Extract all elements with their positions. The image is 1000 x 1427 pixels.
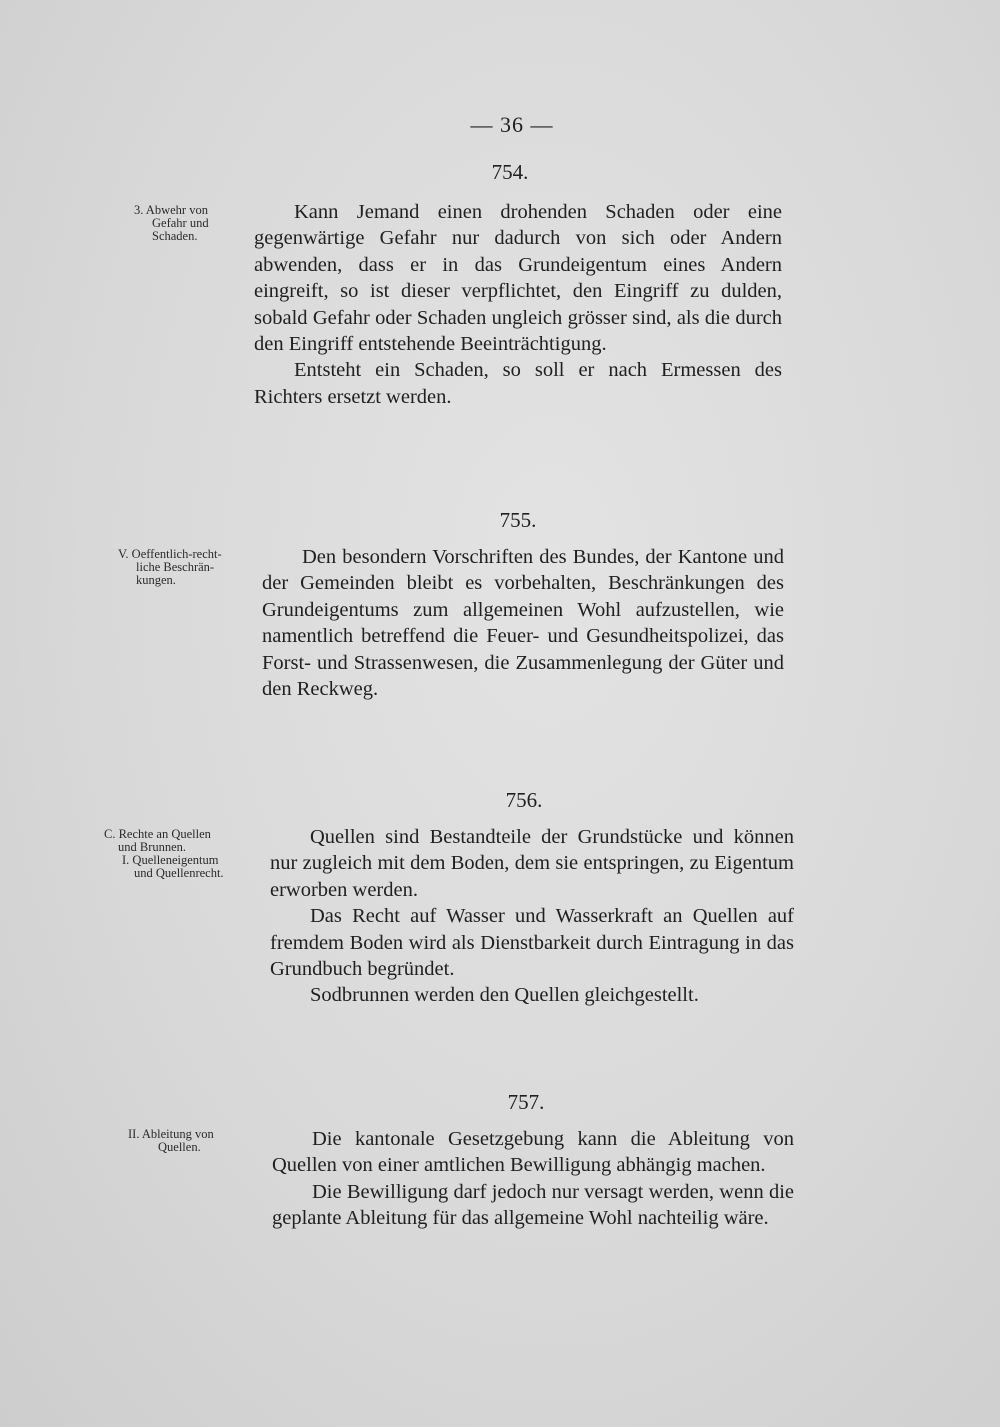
margin-note-line: I. Quelleneigentum: [122, 853, 219, 867]
margin-note-line: und Brunnen.: [118, 840, 187, 854]
article-number-757: 757.: [507, 1090, 545, 1114]
margin-note-line: V. Oeffentlich-recht-: [118, 547, 222, 561]
margin-note-line: kungen.: [136, 573, 176, 587]
article-text-756: [270, 824, 794, 1009]
margin-note-756: [104, 828, 224, 880]
margin-note-line: Schaden.: [152, 229, 198, 243]
margin-note-line: II. Ableitung von: [128, 1127, 214, 1141]
article-text-757: [272, 1126, 794, 1232]
paragraph: Entsteht ein Schaden, so soll er nach Ermessen des Richters ersetzt werden.: [254, 359, 782, 408]
paragraph: Das Recht auf Wasser und Wasserkraft an Quellen auf fremdem Boden wird als Dienstbarkeit durch Eintragung in das Grundbuch begründet.: [270, 905, 794, 981]
article-text-755: [262, 544, 784, 702]
paragraph: Die Bewilligung darf jedoch nur versagt werden, wenn die geplante Ableitung für das allgemeine Wohl nachteilig wäre.: [272, 1180, 794, 1230]
paragraph: Sodbrunnen werden den Quellen gleichgestellt.: [310, 984, 699, 1007]
paragraph: Den besondern Vorschriften des Bundes, der Kantone und der Gemeinden bleibt es vorbehalten, Beschränkungen des Grundeigentums zum allgemeinen Wohl aufzustellen, wie namentlich betreffend die Feuer- und Gesundheitspolizei, das Forst- und Strassenwesen, die Zusammenlegung der Güter und den Reckweg.: [262, 546, 784, 701]
margin-note-line: liche Beschrän-: [136, 560, 215, 574]
paragraph: Die kantonale Gesetzgebung kann die Ableitung von Quellen von einer amtlichen Bewilligung abhängig machen.: [272, 1128, 794, 1177]
margin-note-754: [134, 204, 209, 243]
margin-note-755: [118, 548, 222, 587]
article-number-755: 755.: [499, 508, 537, 532]
margin-note-line: Quellen.: [158, 1140, 201, 1154]
margin-note-line: Gefahr und: [152, 216, 209, 230]
margin-note-line: C. Rechte an Quellen: [104, 827, 211, 841]
article-number-754: 754.: [491, 160, 529, 184]
page-number: — 36 —: [470, 112, 554, 137]
paragraph: Kann Jemand einen drohenden Schaden oder eine gegenwärtige Gefahr nur dadurch von sich oder Andern abwenden, dass er in das Grundeigentum eines Andern eingreift, so ist dieser verpflichtet, den Eingriff zu dulden, sobald Gefahr oder Schaden ungleich grösser sind, als die durch den Eingriff entstehende Beeinträchtigung.: [254, 201, 782, 356]
paragraph: Quellen sind Bestandteile der Grundstücke und können nur zugleich mit dem Boden, dem sie entspringen, zu Eigentum erworben werden.: [270, 826, 794, 901]
margin-note-757: [128, 1128, 214, 1154]
article-number-756: 756.: [505, 788, 543, 812]
margin-note-line: 3. Abwehr von: [134, 203, 208, 217]
margin-note-line: und Quellenrecht.: [134, 866, 224, 880]
article-text-754: [254, 199, 782, 410]
